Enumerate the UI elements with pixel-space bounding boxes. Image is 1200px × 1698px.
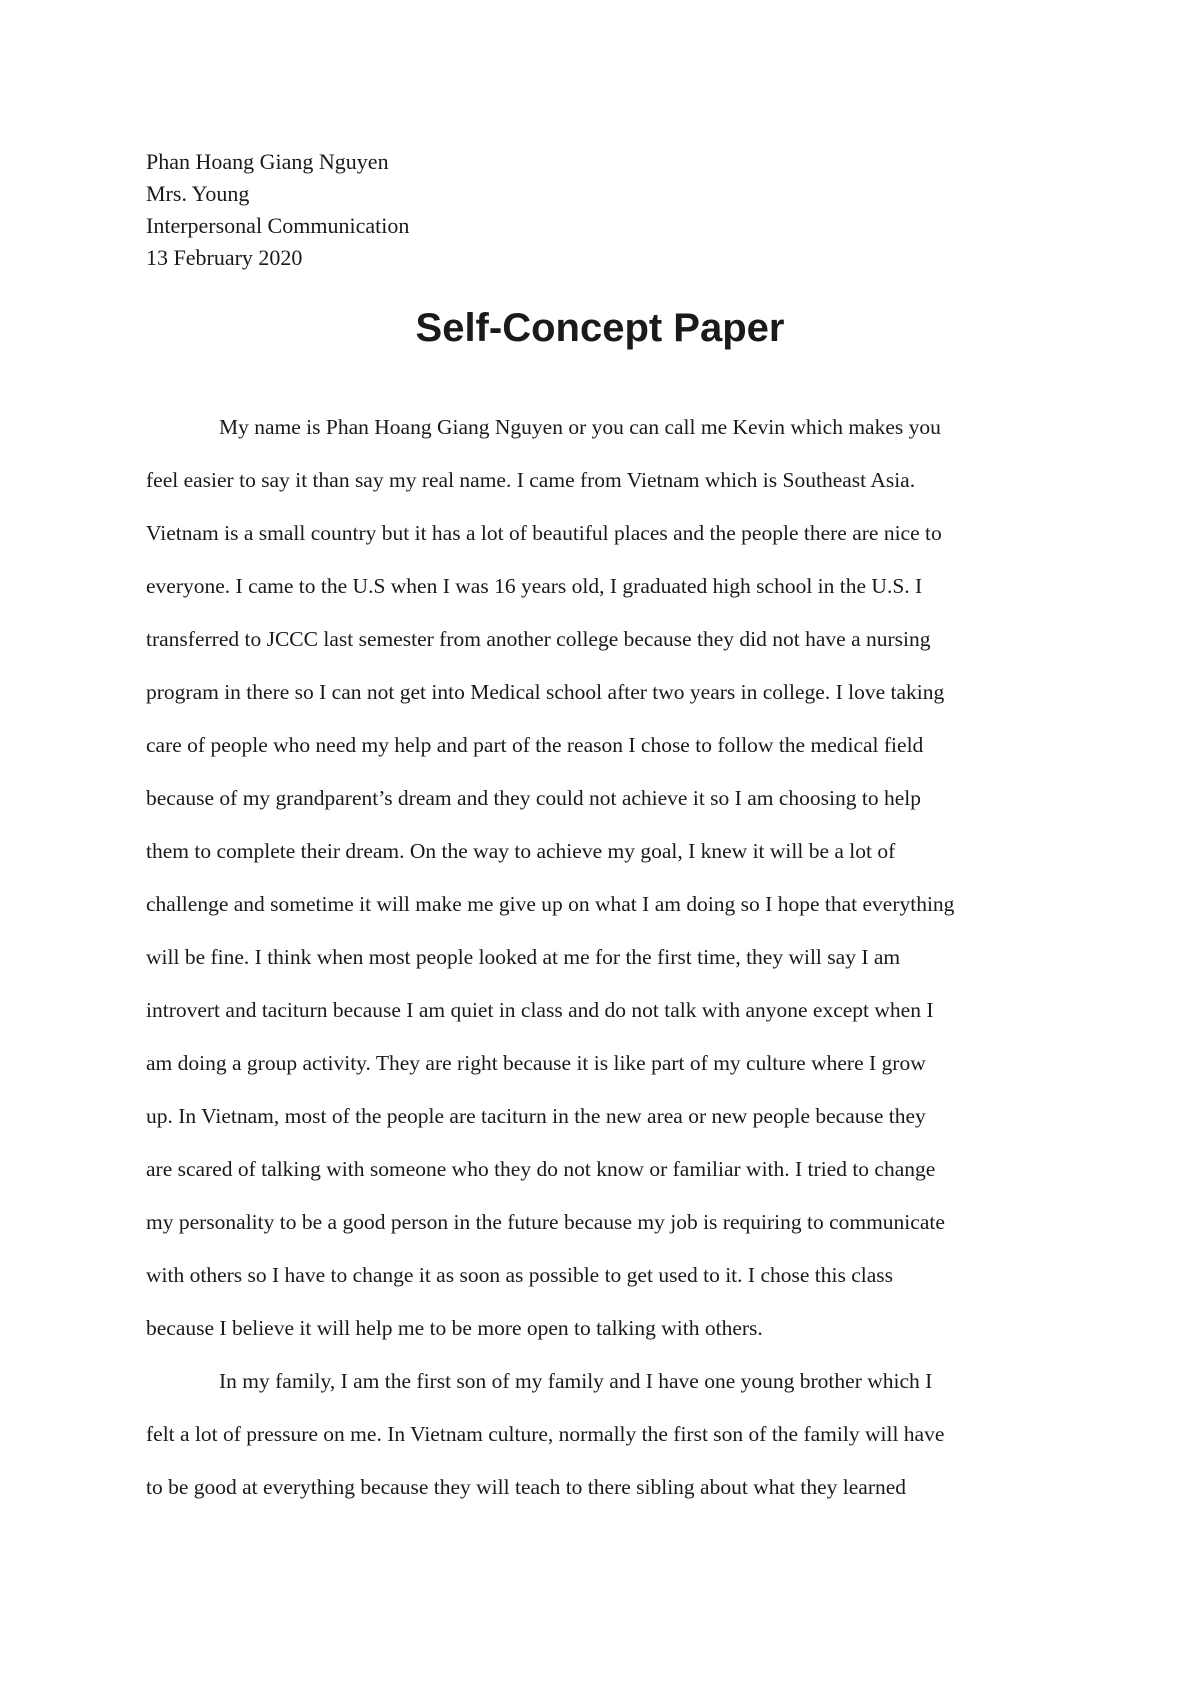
body-line: will be fine. I think when most people looked at me for the first time, they will say I am (146, 945, 901, 969)
body-line: program in there so I can not get into Medical school after two years in college. I love taking (146, 680, 945, 704)
body-line: challenge and sometime it will make me give up on what I am doing so I hope that everything (146, 892, 955, 916)
body-line: them to complete their dream. On the way to achieve my goal, I knew it will be a lot of (146, 839, 896, 863)
body-line: In my family, I am the first son of my family and I have one young brother which I (219, 1369, 933, 1393)
body-line: because of my grandparent’s dream and they could not achieve it so I am choosing to help (146, 786, 921, 810)
course-name: Interpersonal Communication (146, 213, 410, 238)
heading-block (146, 146, 946, 274)
paper-title: Self-Concept Paper (415, 306, 785, 350)
body-line: introvert and taciturn because I am quiet in class and do not talk with anyone except when I (146, 998, 934, 1022)
body-line: up. In Vietnam, most of the people are taciturn in the new area or new people because they (146, 1104, 926, 1128)
body-line: because I believe it will help me to be more open to talking with others. (146, 1316, 763, 1340)
body-line: My name is Phan Hoang Giang Nguyen or you can call me Kevin which makes you (219, 415, 941, 439)
body-line: felt a lot of pressure on me. In Vietnam culture, normally the first son of the family will have (146, 1422, 945, 1446)
body-line: are scared of talking with someone who they do not know or familiar with. I tried to change (146, 1157, 936, 1181)
body-line: care of people who need my help and part of the reason I chose to follow the medical field (146, 733, 924, 757)
author-name: Phan Hoang Giang Nguyen (146, 149, 389, 174)
body-line: my personality to be a good person in the future because my job is requiring to communicate (146, 1210, 945, 1234)
body-line: feel easier to say it than say my real name. I came from Vietnam which is Southeast Asia. (146, 468, 916, 492)
body-line: am doing a group activity. They are right because it is like part of my culture where I grow (146, 1051, 926, 1075)
body-line: to be good at everything because they will teach to there sibling about what they learned (146, 1475, 907, 1499)
paper-date: 13 February 2020 (146, 245, 303, 270)
body-line: with others so I have to change it as soon as possible to get used to it. I chose this class (146, 1263, 893, 1287)
body-line: transferred to JCCC last semester from another college because they did not have a nursing (146, 627, 931, 651)
body-line: Vietnam is a small country but it has a lot of beautiful places and the people there are nice to (146, 521, 942, 545)
instructor-name: Mrs. Young (146, 181, 250, 206)
body-line: everyone. I came to the U.S when I was 16 years old, I graduated high school in the U.S. I (146, 574, 923, 598)
